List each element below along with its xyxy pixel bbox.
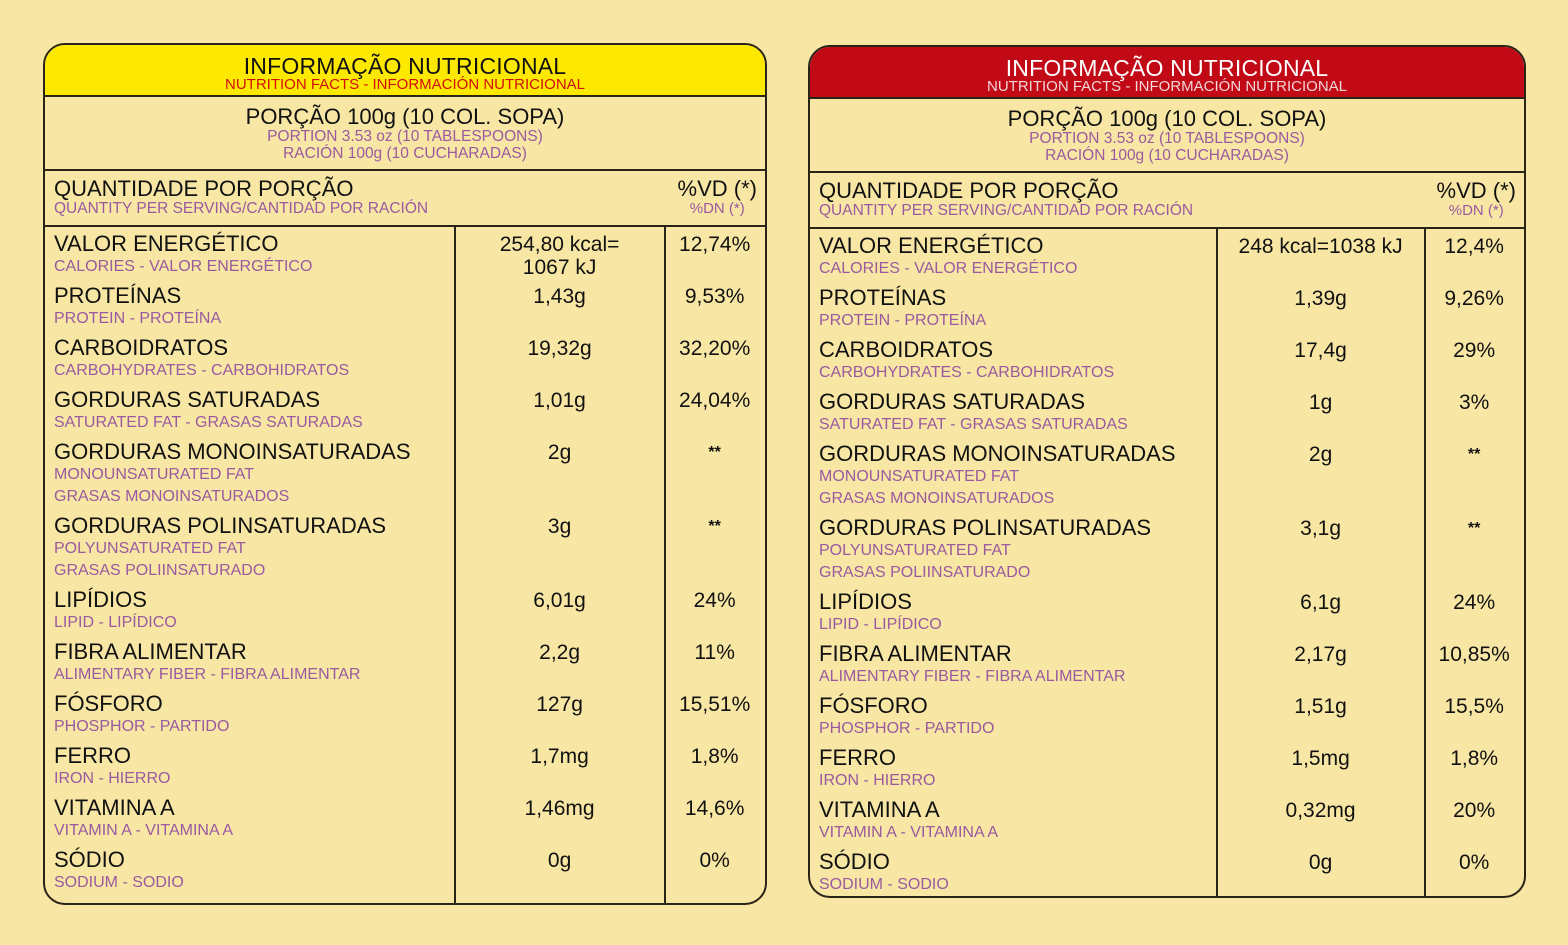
nutrition-facts-panel-left xyxy=(43,43,767,905)
nutrient-name-pt: VALOR ENERGÉTICO xyxy=(819,233,1044,258)
nutrient-name-en-es: VITAMIN A - VITAMINA A xyxy=(54,822,233,839)
nutrient-name-pt: VITAMINA A xyxy=(54,795,175,820)
nutrient-row xyxy=(810,845,1524,897)
amount-line1: 254,80 kcal= xyxy=(499,233,620,256)
nutrient-name-pt: VALOR ENERGÉTICO xyxy=(54,231,279,256)
nutrient-amount xyxy=(455,687,664,739)
quantity-pt: QUANTIDADE POR PORÇÃO xyxy=(819,178,1119,203)
nutrient-row xyxy=(45,687,765,739)
nutrient-name-pt: FIBRA ALIMENTAR xyxy=(819,641,1012,666)
nutrient-name-en-es: SODIUM - SODIO xyxy=(54,874,184,891)
nutrient-name-cell xyxy=(810,511,1217,585)
header-title: INFORMAÇÃO NUTRICIONAL xyxy=(243,53,567,79)
amount-line1: 1,01g xyxy=(533,389,586,412)
nutrient-name-cell xyxy=(45,583,455,635)
nutrient-row xyxy=(810,281,1524,333)
nutrient-daily-value: 1,8% xyxy=(690,745,739,768)
amount-line1: 0g xyxy=(547,849,572,872)
nutrient-amount xyxy=(1217,385,1424,437)
nutrient-name-es: GRASAS MONOINSATURADOS xyxy=(54,488,290,505)
amount-line1: 127g xyxy=(536,693,583,716)
nutrient-daily-value: ** xyxy=(708,518,721,535)
nutrient-daily-value: 9,26% xyxy=(1444,287,1504,310)
nutrient-name-cell xyxy=(810,385,1217,437)
nutrient-row xyxy=(45,583,765,635)
nutrient-name-pt: FÓSFORO xyxy=(819,693,928,718)
nutrient-amount xyxy=(455,279,664,331)
header-subtitle: NUTRITION FACTS - INFORMACIÓN NUTRICIONAL xyxy=(987,78,1347,95)
amount-line1: 2g xyxy=(1308,443,1333,466)
nutrient-name-en-es: CARBOHYDRATES - CARBOHIDRATOS xyxy=(819,364,1115,381)
header-subtitle: NUTRITION FACTS - INFORMACIÓN NUTRICIONAL xyxy=(225,76,585,93)
amount-line1: 1,46mg xyxy=(524,797,595,820)
nutrient-name-pt: SÓDIO xyxy=(54,847,125,872)
nutrient-daily-value: 10,85% xyxy=(1438,643,1510,666)
amount-line1: 1,51g xyxy=(1294,695,1347,718)
nutrient-row xyxy=(810,511,1524,585)
nutrient-row xyxy=(810,385,1524,437)
nutrient-row xyxy=(45,509,765,583)
nutrient-name-pt: GORDURAS MONOINSATURADAS xyxy=(819,441,1176,466)
nutrient-daily-value: 24,04% xyxy=(679,389,751,412)
nutrient-row xyxy=(45,279,765,331)
nutrient-name-pt: CARBOIDRATOS xyxy=(54,335,228,360)
nutrient-name-en-es: POLYUNSATURATED FAT xyxy=(54,540,246,557)
nutrient-name-pt: GORDURAS SATURADAS xyxy=(819,389,1086,414)
nutrient-daily-value: ** xyxy=(1467,520,1481,537)
nutrient-name-en-es: MONOUNSATURATED FAT xyxy=(54,466,254,483)
nutrient-name-pt: GORDURAS POLINSATURADAS xyxy=(54,513,387,538)
nutrient-name-pt: FERRO xyxy=(54,743,131,768)
nutrient-amount xyxy=(1217,793,1424,845)
nutrient-name-en-es: IRON - HIERRO xyxy=(54,770,171,787)
nutrient-name-pt: GORDURAS SATURADAS xyxy=(54,387,321,412)
nutrient-name-es: GRASAS POLIINSATURADO xyxy=(819,564,1031,581)
nutrient-row xyxy=(810,637,1524,689)
portion-section xyxy=(810,99,1524,173)
nutrient-row xyxy=(810,689,1524,741)
nutrient-name-cell xyxy=(810,689,1217,741)
nutrient-daily-value: 0% xyxy=(699,849,730,872)
nutrient-name-cell xyxy=(45,687,455,739)
nutrient-row xyxy=(810,585,1524,637)
nutrient-amount xyxy=(1217,281,1424,333)
nutrient-name-cell xyxy=(45,791,455,843)
portion-es: RACIÓN 100g (10 CUCHARADAS) xyxy=(283,145,527,162)
nutrient-name-pt: FERRO xyxy=(819,745,896,770)
nutrient-name-en-es: SATURATED FAT - GRASAS SATURADAS xyxy=(819,416,1128,433)
nutrient-name-en-es: ALIMENTARY FIBER - FIBRA ALIMENTAR xyxy=(819,668,1126,685)
amount-line1: 2,17g xyxy=(1294,643,1347,666)
nutrient-daily-value: 12,4% xyxy=(1444,235,1504,258)
nutrient-name-pt: FÓSFORO xyxy=(54,691,163,716)
nutrient-name-en-es: IRON - HIERRO xyxy=(819,772,936,789)
portion-pt: PORÇÃO 100g (10 COL. SOPA) xyxy=(1007,106,1327,131)
nutrient-name-en-es: PHOSPHOR - PARTIDO xyxy=(819,720,995,737)
amount-line1: 1g xyxy=(1308,391,1333,414)
portion-pt: PORÇÃO 100g (10 COL. SOPA) xyxy=(245,104,565,129)
nutrient-daily-value: 3% xyxy=(1458,391,1490,414)
nutrient-row xyxy=(45,635,765,687)
nutrient-name-en-es: PROTEIN - PROTEÍNA xyxy=(819,312,987,329)
nutrient-amount xyxy=(1217,511,1424,585)
nutrient-row xyxy=(810,333,1524,385)
nutrient-name-en-es: SODIUM - SODIO xyxy=(819,876,949,893)
nutrient-name-cell xyxy=(810,637,1217,689)
nutrient-name-en-es: PHOSPHOR - PARTIDO xyxy=(54,718,230,735)
amount-line1: 1,43g xyxy=(533,285,586,308)
amount-line1: 248 kcal=1038 kJ xyxy=(1238,235,1403,258)
nutrient-amount xyxy=(455,435,664,509)
dn-label: %DN (*) xyxy=(689,200,745,217)
amount-line1: 3g xyxy=(547,515,572,538)
amount-line1: 19,32g xyxy=(527,337,592,360)
nutrient-name-es: GRASAS MONOINSATURADOS xyxy=(819,490,1055,507)
amount-line1: 0g xyxy=(1308,851,1333,874)
amount-line1: 1,39g xyxy=(1294,287,1347,310)
nutrient-row xyxy=(810,741,1524,793)
vd-label: %VD (*) xyxy=(1436,178,1516,203)
nutrient-daily-value: 24% xyxy=(693,589,736,612)
nutrient-daily-value: 24% xyxy=(1453,591,1496,614)
nutrient-row xyxy=(45,383,765,435)
nutrient-row xyxy=(810,229,1524,281)
nutrient-amount xyxy=(455,227,664,279)
nutrient-name-pt: FIBRA ALIMENTAR xyxy=(54,639,247,664)
nutrient-name-cell xyxy=(45,435,455,509)
nutrient-amount xyxy=(1217,637,1424,689)
nutrient-name-pt: SÓDIO xyxy=(819,849,890,874)
panel-header xyxy=(45,45,765,97)
nutrient-daily-value: 12,74% xyxy=(679,233,751,256)
nutrient-daily-value: 15,5% xyxy=(1444,695,1504,718)
portion-en: PORTION 3.53 oz (10 TABLESPOONS) xyxy=(1029,130,1305,147)
portion-en: PORTION 3.53 oz (10 TABLESPOONS) xyxy=(267,128,543,145)
nutrient-row xyxy=(810,437,1524,511)
amount-line1: 6,01g xyxy=(533,589,586,612)
nutrient-name-pt: CARBOIDRATOS xyxy=(819,337,993,362)
nutrient-name-cell xyxy=(45,331,455,383)
nutrient-name-cell xyxy=(810,333,1217,385)
nutrient-name-en-es: LIPID - LIPÍDICO xyxy=(54,614,177,631)
nutrient-name-pt: VITAMINA A xyxy=(819,797,940,822)
daily-value-header xyxy=(1437,179,1516,219)
nutrient-name-cell xyxy=(810,437,1217,511)
nutrient-amount xyxy=(1217,333,1424,385)
portion-section xyxy=(45,97,765,171)
nutrient-name-en-es: VITAMIN A - VITAMINA A xyxy=(819,824,998,841)
nutrient-daily-value: 11% xyxy=(694,641,735,664)
nutrient-name-cell xyxy=(45,739,455,791)
nutrient-daily-value: 0% xyxy=(1458,851,1490,874)
nutrient-name-en-es: PROTEIN - PROTEÍNA xyxy=(54,310,222,327)
nutrient-amount xyxy=(455,843,664,895)
nutrient-amount xyxy=(455,383,664,435)
nutrient-daily-value: 20% xyxy=(1453,799,1496,822)
amount-line1: 17,4g xyxy=(1294,339,1347,362)
nutrient-name-cell xyxy=(810,793,1217,845)
nutrient-daily-value: ** xyxy=(1467,446,1481,463)
nutrient-daily-value: ** xyxy=(708,444,721,461)
nutrient-row xyxy=(45,435,765,509)
nutrient-amount xyxy=(1217,741,1424,793)
nutrient-name-cell xyxy=(45,227,455,279)
nutrient-name-en-es: POLYUNSATURATED FAT xyxy=(819,542,1011,559)
nutrient-amount xyxy=(455,509,664,583)
nutrient-name-pt: GORDURAS MONOINSATURADAS xyxy=(54,439,411,464)
nutrient-name-pt: LIPÍDIOS xyxy=(819,589,912,614)
nutrient-rows xyxy=(810,229,1524,897)
quantity-header xyxy=(45,171,765,227)
nutrient-amount xyxy=(455,791,664,843)
nutrient-name-cell xyxy=(810,229,1217,281)
nutrient-row xyxy=(45,331,765,383)
nutrient-name-pt: PROTEÍNAS xyxy=(819,285,947,310)
nutrient-amount xyxy=(1217,689,1424,741)
nutrient-name-en-es: CALORIES - VALOR ENERGÉTICO xyxy=(819,260,1078,277)
nutrient-amount xyxy=(1217,229,1424,281)
nutrient-amount xyxy=(1217,585,1424,637)
nutrient-amount xyxy=(1217,437,1424,511)
nutrient-name-cell xyxy=(45,383,455,435)
amount-line1: 1,5mg xyxy=(1291,747,1350,770)
dn-label: %DN (*) xyxy=(1448,202,1504,219)
nutrient-name-cell xyxy=(810,281,1217,333)
nutrient-name-en-es: MONOUNSATURATED FAT xyxy=(819,468,1019,485)
nutrient-row xyxy=(45,739,765,791)
nutrient-name-cell xyxy=(810,845,1217,897)
amount-line1: 6,1g xyxy=(1300,591,1342,614)
nutrient-amount xyxy=(455,739,664,791)
nutrient-name-en-es: CARBOHYDRATES - CARBOHIDRATOS xyxy=(54,362,350,379)
header-title: INFORMAÇÃO NUTRICIONAL xyxy=(1005,55,1329,81)
quantity-header xyxy=(810,173,1524,229)
nutrient-rows xyxy=(45,227,765,895)
nutrient-name-pt: LIPÍDIOS xyxy=(54,587,147,612)
amount-line1: 1,7mg xyxy=(530,745,589,768)
nutrient-daily-value: 1,8% xyxy=(1450,747,1499,770)
nutrition-facts-panel-right xyxy=(808,45,1526,898)
nutrient-row xyxy=(45,843,765,895)
nutrient-name-en-es: ALIMENTARY FIBER - FIBRA ALIMENTAR xyxy=(54,666,361,683)
nutrient-name-en-es: LIPID - LIPÍDICO xyxy=(819,616,942,633)
nutrient-name-es: GRASAS POLIINSATURADO xyxy=(54,562,266,579)
nutrient-name-cell xyxy=(45,279,455,331)
daily-value-header xyxy=(678,177,757,217)
nutrient-daily-value: 32,20% xyxy=(679,337,751,360)
nutrient-amount xyxy=(455,583,664,635)
nutrient-amount xyxy=(455,635,664,687)
amount-line1: 3,1g xyxy=(1300,517,1342,540)
nutrient-row xyxy=(810,793,1524,845)
nutrient-name-en-es: CALORIES - VALOR ENERGÉTICO xyxy=(54,258,313,275)
nutrient-name-cell xyxy=(45,843,455,895)
nutrient-daily-value: 29% xyxy=(1453,339,1496,362)
nutrient-daily-value: 15,51% xyxy=(679,693,751,716)
nutrient-row xyxy=(45,791,765,843)
amount-line1: 0,32mg xyxy=(1285,799,1356,822)
quantity-en-es: QUANTITY PER SERVING/CANTIDAD POR RACIÓN xyxy=(819,202,1194,219)
nutrient-name-cell xyxy=(45,635,455,687)
nutrient-amount xyxy=(455,331,664,383)
quantity-pt: QUANTIDADE POR PORÇÃO xyxy=(54,176,354,201)
portion-es: RACIÓN 100g (10 CUCHARADAS) xyxy=(1045,147,1289,164)
nutrient-name-en-es: SATURATED FAT - GRASAS SATURADAS xyxy=(54,414,363,431)
amount-line2: 1067 kJ xyxy=(522,256,597,279)
amount-line1: 2,2g xyxy=(539,641,581,664)
nutrient-name-cell xyxy=(810,741,1217,793)
panel-header xyxy=(810,47,1524,99)
nutrient-amount xyxy=(1217,845,1424,897)
nutrient-name-cell xyxy=(810,585,1217,637)
nutrient-name-cell xyxy=(45,509,455,583)
nutrient-daily-value: 9,53% xyxy=(684,285,745,308)
quantity-en-es: QUANTITY PER SERVING/CANTIDAD POR RACIÓN xyxy=(54,200,429,217)
vd-label: %VD (*) xyxy=(677,176,757,201)
nutrient-daily-value: 14,6% xyxy=(684,797,745,820)
amount-line1: 2g xyxy=(547,441,572,464)
nutrient-row xyxy=(45,227,765,279)
nutrient-name-pt: PROTEÍNAS xyxy=(54,283,182,308)
nutrient-name-pt: GORDURAS POLINSATURADAS xyxy=(819,515,1152,540)
